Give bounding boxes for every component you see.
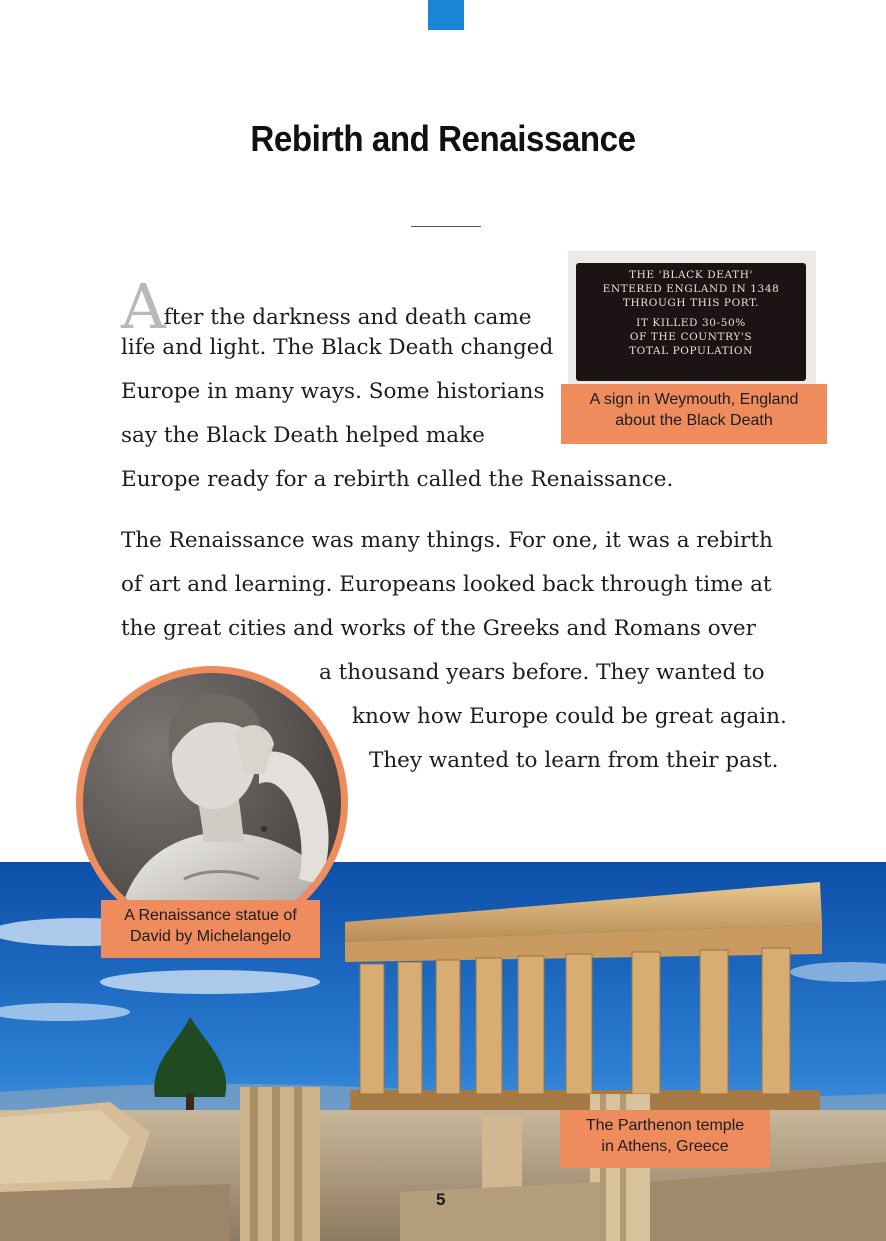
paragraph2-line-3: the great cities and works of the Greeks and Romans over <box>121 616 756 641</box>
black-death-plaque <box>576 263 806 381</box>
paragraph2-line-6: They wanted to learn from their past. <box>369 748 779 773</box>
plaque-line-5: OF THE COUNTRY'S <box>629 331 753 343</box>
page-accent-tab <box>428 0 464 30</box>
plaque-caption-line-2: about the Black Death <box>615 412 773 429</box>
paragraph1-line-1-text: fter the darkness and death came <box>163 305 532 330</box>
paragraph2-line-1: The Renaissance was many things. For one, it was a rebirth <box>121 528 773 553</box>
david-caption <box>101 900 320 958</box>
paragraph1-line-4: say the Black Death helped make <box>121 423 485 448</box>
parthenon-caption <box>560 1110 770 1168</box>
paragraph1-line-5: Europe ready for a rebirth called the Renaissance. <box>121 467 674 492</box>
title-divider <box>411 226 481 227</box>
david-caption-line-2: David by Michelangelo <box>130 928 291 945</box>
paragraph2-line-2: of art and learning. Europeans looked back through time at <box>121 572 772 597</box>
paragraph1-line-3: Europe in many ways. Some historians <box>121 379 545 404</box>
plaque-caption <box>561 384 827 444</box>
dropcap: A <box>121 270 166 343</box>
david-caption-line-1: A Renaissance statue of <box>124 907 297 924</box>
plaque-line-4: IT KILLED 30-50% <box>636 317 746 329</box>
paragraph2-line-4: a thousand years before. They wanted to <box>319 660 765 685</box>
plaque-line-2: ENTERED ENGLAND IN 1348 <box>602 283 780 295</box>
plaque-line-6: TOTAL POPULATION <box>629 345 753 357</box>
page-number: 5 <box>436 1190 446 1209</box>
paragraph2-line-5: know how Europe could be great again. <box>352 704 787 729</box>
paragraph1-line-2: life and light. The Black Death changed <box>121 335 554 360</box>
plaque-caption-line-1: A sign in Weymouth, England <box>589 391 799 408</box>
paragraph1-line-1 <box>121 270 532 343</box>
david-statue-photo <box>74 664 350 940</box>
parthenon-caption-line-2: in Athens, Greece <box>601 1138 729 1155</box>
plaque-line-1: THE 'BLACK DEATH' <box>629 269 753 281</box>
parthenon-caption-line-1: The Parthenon temple <box>585 1117 745 1134</box>
page-title: Rebirth and Renaissance <box>250 118 636 159</box>
plaque-line-3: THROUGH THIS PORT. <box>622 297 760 309</box>
